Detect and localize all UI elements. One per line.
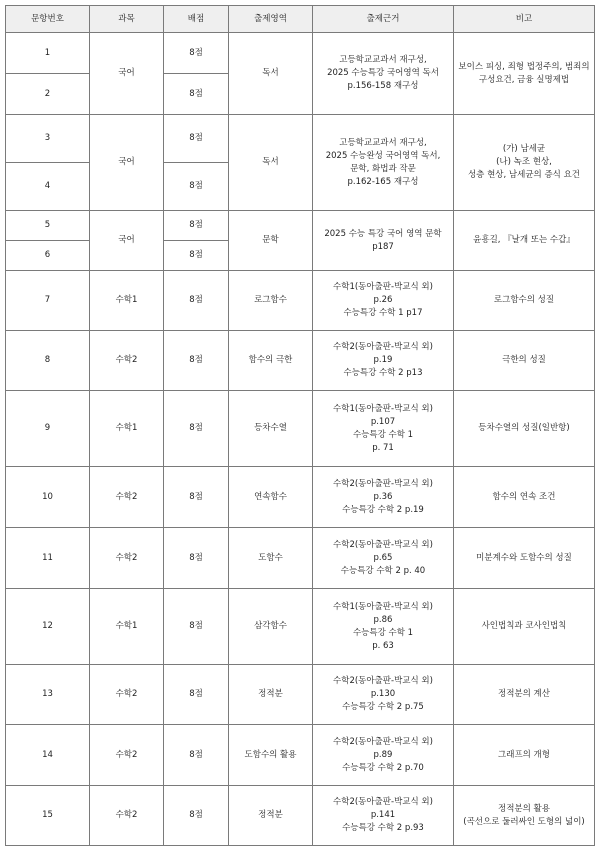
area: 독서	[229, 33, 313, 115]
note	[454, 665, 595, 725]
basis	[313, 115, 454, 211]
area: 문학	[229, 211, 313, 271]
note-line: 구성요건, 금융 실명제법	[478, 74, 570, 85]
basis-line: p. 71	[372, 442, 394, 453]
basis	[313, 786, 454, 846]
note	[454, 725, 595, 786]
basis-line: p. 63	[372, 640, 394, 651]
question-number: 10	[6, 467, 90, 528]
basis-line: 수학2(동아출판-박교식 외)	[333, 676, 433, 686]
basis-line: p.86	[373, 614, 393, 625]
basis-line: 수능특강 수학 1	[352, 627, 414, 638]
score: 8점	[164, 241, 229, 271]
score: 8점	[164, 331, 229, 391]
basis	[313, 331, 454, 391]
subject: 수학1	[90, 589, 164, 665]
score: 8점	[164, 391, 229, 467]
basis-line: p.130	[370, 689, 396, 699]
basis	[313, 665, 454, 725]
note-line: (나) 녹조 현상,	[496, 157, 552, 167]
table-row	[6, 391, 595, 467]
basis-line: 수능특강 수학 2 p.75	[342, 702, 424, 712]
basis-line: 수능특강 수학 2 p.93	[342, 823, 424, 833]
area: 도함수의 활용	[229, 725, 313, 786]
subject: 국어	[90, 211, 164, 271]
question-number: 7	[6, 271, 90, 331]
question-number: 6	[6, 241, 90, 271]
basis	[313, 33, 454, 115]
score: 8점	[164, 786, 229, 846]
score: 8점	[164, 211, 229, 241]
question-number: 11	[6, 528, 90, 589]
note	[454, 211, 595, 271]
note	[454, 786, 595, 846]
question-number: 2	[6, 74, 90, 115]
basis-line: 고등학교교과서 재구성,	[339, 137, 427, 148]
note	[454, 467, 595, 528]
table-row	[6, 331, 595, 391]
basis-line: p.36	[373, 491, 393, 502]
question-number: 1	[6, 33, 90, 74]
header-row	[6, 6, 595, 33]
basis-line: 2025 수능특강 국어영역 독서	[327, 68, 439, 78]
table-row	[6, 271, 595, 331]
note-line: 함수의 연속 조건	[492, 491, 556, 502]
note-line: 미분계수와 도함수의 성질	[476, 552, 572, 563]
basis-line: 수능특강 수학 1	[352, 429, 414, 440]
basis	[313, 211, 454, 271]
table-row	[6, 115, 595, 163]
table-row	[6, 786, 595, 846]
note-line: 로그함수의 성질	[493, 295, 555, 305]
subject: 수학2	[90, 725, 164, 786]
note-line: 그래프의 개형	[498, 749, 550, 760]
area: 정적분	[229, 665, 313, 725]
header-basis: 출제근거	[313, 6, 454, 33]
basis-line: 수학2(동아출판-박교식 외)	[333, 539, 433, 550]
table-row	[6, 589, 595, 665]
note-line: 사인법칙과 코사인법칙	[481, 621, 567, 631]
header-note: 비고	[454, 6, 595, 33]
note-line: 윤흥길, 『날개 또는 수갑』	[473, 235, 575, 245]
basis-line: p.156-158 재구성	[347, 81, 419, 91]
basis-line: 2025 수능완성 국어영역 독서,	[325, 150, 441, 161]
table-row	[6, 211, 595, 241]
note	[454, 589, 595, 665]
score: 8점	[164, 33, 229, 74]
note	[454, 115, 595, 211]
note	[454, 528, 595, 589]
subject: 수학2	[90, 786, 164, 846]
subject: 국어	[90, 33, 164, 115]
subject: 수학1	[90, 271, 164, 331]
basis-line: 수능특강 수학 2 p13	[343, 368, 423, 378]
area: 정적분	[229, 786, 313, 846]
subject: 수학2	[90, 528, 164, 589]
basis-line: p.107	[370, 416, 396, 427]
table-row	[6, 33, 595, 74]
question-number: 4	[6, 163, 90, 211]
area: 함수의 극한	[229, 331, 313, 391]
subject: 수학2	[90, 467, 164, 528]
score: 8점	[164, 271, 229, 331]
question-number: 14	[6, 725, 90, 786]
area: 독서	[229, 115, 313, 211]
note	[454, 33, 595, 115]
table-row	[6, 665, 595, 725]
note-line: 정적분의 계산	[498, 689, 550, 699]
basis-line: 수학1(동아출판-박교식 외)	[333, 282, 433, 292]
subject: 수학2	[90, 665, 164, 725]
area: 연속함수	[229, 467, 313, 528]
basis-line: 고등학교교과서 재구성,	[339, 55, 427, 65]
basis-line: 수학1(동아출판-박교식 외)	[333, 601, 433, 612]
basis-line: 수능특강 수학 1 p17	[343, 308, 423, 318]
subject: 수학1	[90, 391, 164, 467]
score: 8점	[164, 589, 229, 665]
table-row	[6, 467, 595, 528]
basis-line: 문학, 화법과 작문	[350, 163, 416, 174]
basis	[313, 528, 454, 589]
note-line: 등차수열의 성질(일반항)	[478, 423, 570, 433]
basis-line: p.141	[370, 810, 396, 820]
note-line: 정적분의 활용	[498, 803, 550, 814]
score: 8점	[164, 163, 229, 211]
table-row	[6, 725, 595, 786]
note-line: (곡선으로 둘러싸인 도형의 넓이)	[463, 816, 585, 827]
header-score: 배점	[164, 6, 229, 33]
note	[454, 391, 595, 467]
header-no: 문항번호	[6, 6, 90, 33]
area: 등차수열	[229, 391, 313, 467]
note	[454, 271, 595, 331]
basis-line: 수학1(동아출판-박교식 외)	[333, 403, 433, 414]
area: 로그함수	[229, 271, 313, 331]
score: 8점	[164, 528, 229, 589]
basis-line: p.162-165 재구성	[347, 176, 419, 187]
subject: 국어	[90, 115, 164, 211]
basis-line: 수학2(동아출판-박교식 외)	[333, 797, 433, 807]
score: 8점	[164, 665, 229, 725]
basis-line: 수학2(동아출판-박교식 외)	[333, 342, 433, 352]
note-line: 극한의 성질	[502, 355, 546, 365]
basis	[313, 271, 454, 331]
note-line: (가) 남세균	[502, 144, 546, 154]
note-line: 보이스 피싱, 죄형 법정주의, 범죄의	[458, 61, 590, 72]
basis-line: 2025 수능 특강 국어 영역 문학	[324, 228, 442, 239]
score: 8점	[164, 74, 229, 115]
basis-line: 수능특강 수학 2 p. 40	[340, 565, 426, 576]
basis-line: p187	[372, 241, 394, 252]
question-number: 8	[6, 331, 90, 391]
question-number: 3	[6, 115, 90, 163]
subject: 수학2	[90, 331, 164, 391]
question-number: 15	[6, 786, 90, 846]
note-line: 성층 현상, 남세균의 증식 요건	[467, 170, 581, 180]
basis-line: 수학2(동아출판-박교식 외)	[333, 478, 433, 489]
basis	[313, 725, 454, 786]
basis-line: p.65	[373, 552, 393, 563]
basis-line: 수학2(동아출판-박교식 외)	[333, 736, 433, 747]
basis-line: 수능특강 수학 2 p.19	[342, 504, 424, 515]
note	[454, 331, 595, 391]
exam-table	[5, 5, 595, 846]
score: 8점	[164, 115, 229, 163]
header-area: 출제영역	[229, 6, 313, 33]
basis-line: p.89	[373, 749, 393, 760]
area: 도함수	[229, 528, 313, 589]
table-row	[6, 528, 595, 589]
area: 삼각함수	[229, 589, 313, 665]
basis	[313, 467, 454, 528]
score: 8점	[164, 725, 229, 786]
question-number: 12	[6, 589, 90, 665]
basis-line: p.26	[373, 295, 393, 305]
question-number: 13	[6, 665, 90, 725]
basis	[313, 391, 454, 467]
basis-line: 수능특강 수학 2 p.70	[342, 762, 424, 773]
score: 8점	[164, 467, 229, 528]
basis-line: p.19	[373, 355, 393, 365]
header-subject: 과목	[90, 6, 164, 33]
question-number: 5	[6, 211, 90, 241]
question-number: 9	[6, 391, 90, 467]
basis	[313, 589, 454, 665]
